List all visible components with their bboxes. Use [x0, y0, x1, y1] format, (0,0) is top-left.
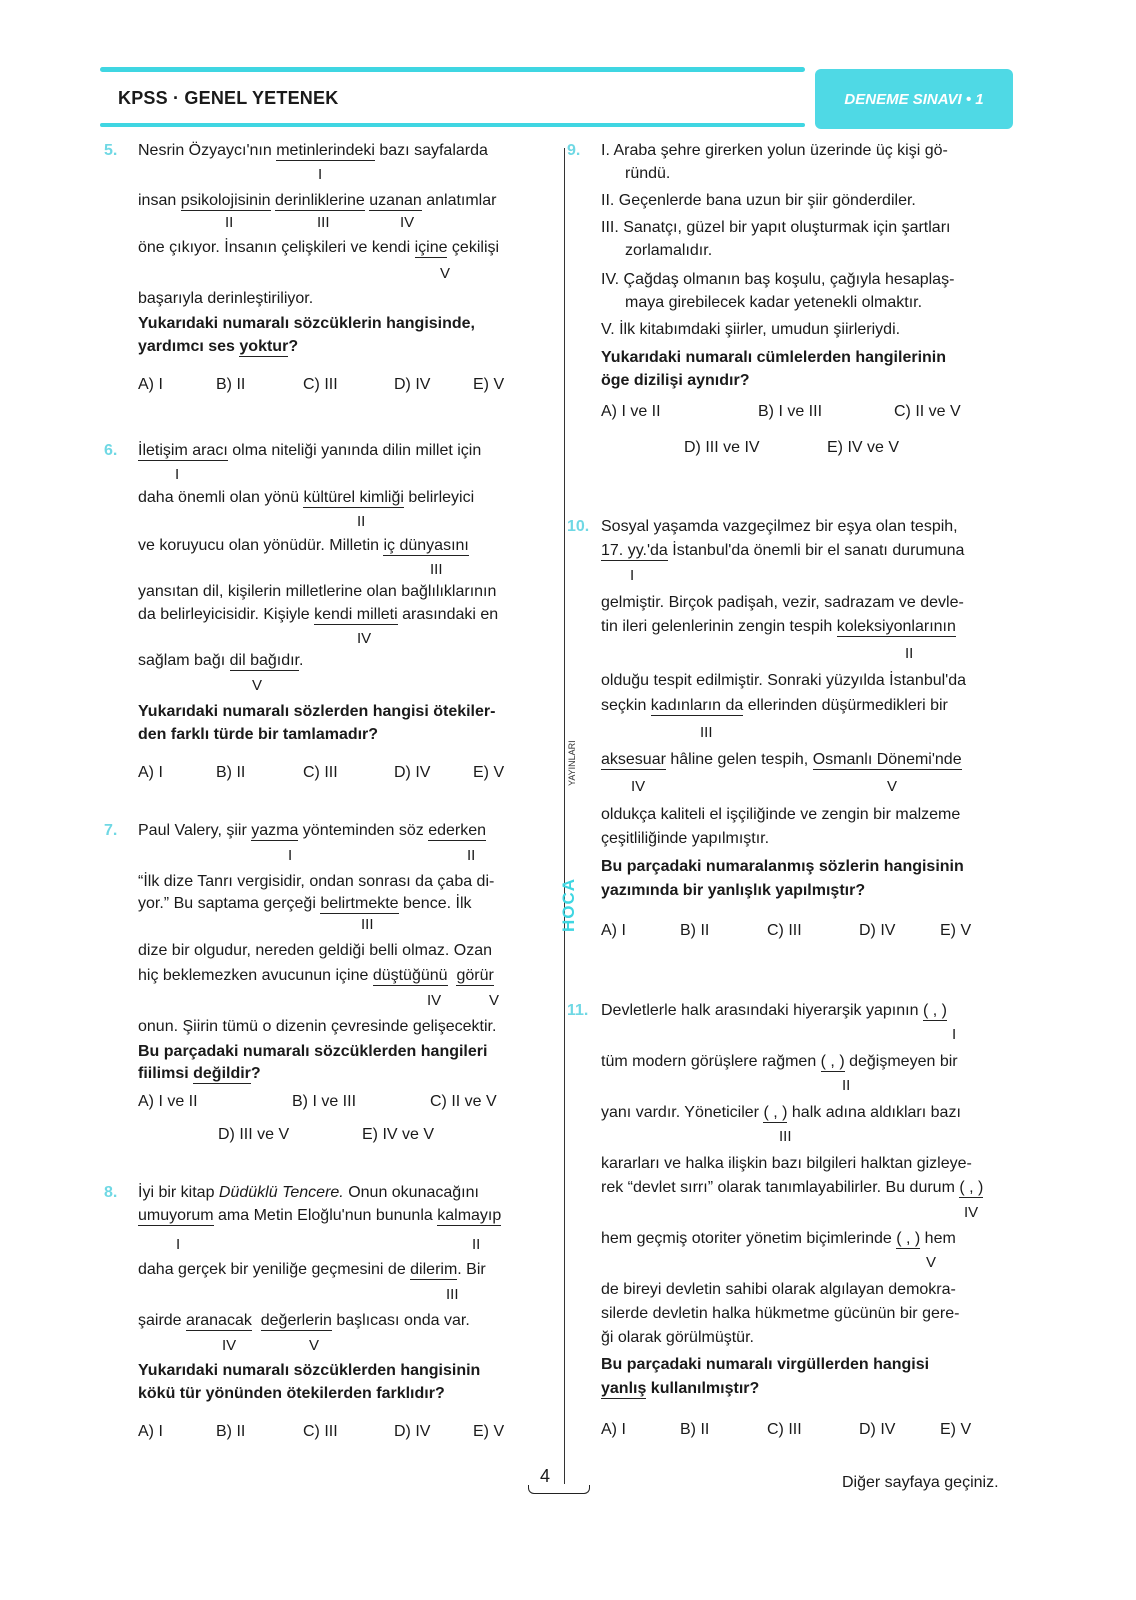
q11-line3: yanı vardır. Yöneticiler ( , ) halk adına aldıkları bazı — [601, 1104, 961, 1121]
q11-line4: kararları ve halka ilişkin bazı bilgileri halktan gizleye- — [601, 1155, 972, 1172]
next-page-note: Diğer sayfaya geçiniz. — [842, 1474, 999, 1491]
option-a[interactable]: A) I — [138, 764, 163, 781]
q10-line9: çeşitliliğinde yapılmıştır. — [601, 830, 770, 847]
option-c[interactable]: C) III — [303, 764, 338, 781]
q7-line6: onun. Şiirin tümü o dizenin çevresinde gelişecektir. — [138, 1018, 497, 1035]
q9-sentence-5: V. İlk kitabımdaki şiirler, umudun şiirleriydi. — [601, 321, 901, 338]
q8-line4: şairde aranacak değerlerin başlıcası onda var. — [138, 1312, 470, 1329]
option-d[interactable]: D) IV — [859, 1421, 896, 1438]
question-number: 6. — [104, 442, 118, 459]
q7-ask: Bu parçadaki numaralı sözcüklerden hangileri — [138, 1043, 488, 1060]
option-e[interactable]: E) IV ve V — [827, 439, 900, 456]
q9-sentence-1: I. Araba şehre girerken yolun üzerinde üç kişi gö- — [601, 142, 948, 159]
roman-label: III — [317, 214, 330, 231]
option-c[interactable]: C) III — [767, 922, 802, 939]
option-e[interactable]: E) V — [473, 376, 505, 393]
brand-sub: YAYINLARI — [567, 740, 577, 786]
option-c[interactable]: C) II ve V — [894, 403, 961, 420]
q11-ask: Bu parçadaki numaralı virgüllerden hangisi — [601, 1356, 930, 1373]
page-number-bracket — [528, 1485, 590, 1494]
option-b[interactable]: B) II — [216, 764, 246, 781]
q8-ask2: kökü tür yönünden ötekilerden farklıdır? — [138, 1385, 445, 1402]
q11-line6: hem geçmiş otoriter yönetim biçimlerinde ( , ) hem — [601, 1230, 956, 1247]
option-a[interactable]: A) I ve II — [601, 403, 661, 420]
q7-ask2: fiilimsi değildir? — [138, 1065, 261, 1082]
roman-label: II — [472, 1236, 481, 1253]
roman-label: IV — [964, 1204, 979, 1221]
roman-label: III — [446, 1286, 459, 1303]
q10-line2: 17. yy.'da İstanbul'da önemli bir el sanatı durumuna — [601, 542, 965, 559]
option-c[interactable]: C) III — [303, 376, 338, 393]
question-number: 9. — [567, 142, 581, 159]
roman-label: III — [361, 916, 374, 933]
option-a[interactable]: A) I — [601, 922, 626, 939]
option-e[interactable]: E) V — [473, 764, 505, 781]
q6-ask: Yukarıdaki numaralı sözlerden hangisi ötekiler- — [138, 703, 496, 720]
option-a[interactable]: A) I — [138, 376, 163, 393]
q5-ask2: yardımcı ses yoktur? — [138, 338, 299, 355]
q9-ask2: öge dizilişi aynıdır? — [601, 372, 750, 389]
q6-ask2: den farklı türde bir tamlamadır? — [138, 726, 379, 743]
q10-line7: aksesuar hâline gelen tespih, Osmanlı Dönemi'nde — [601, 751, 962, 768]
q6-line4: yansıtan dil, kişilerin milletlerine olan bağlılıklarının — [138, 583, 497, 600]
roman-label: III — [430, 561, 443, 578]
q9-sentence-3b: zorlamalıdır. — [625, 242, 713, 259]
q11-line1: Devletlerle halk arasındaki hiyerarşik yapının ( , ) — [601, 1002, 947, 1019]
roman-label: I — [175, 466, 180, 483]
option-b[interactable]: B) II — [680, 1421, 710, 1438]
q11-ask2: yanlış kullanılmıştır? — [601, 1380, 760, 1397]
option-a[interactable]: A) I — [138, 1423, 163, 1440]
option-b[interactable]: B) II — [216, 376, 246, 393]
roman-label: II — [842, 1077, 851, 1094]
question-number: 8. — [104, 1184, 118, 1201]
roman-label: I — [318, 166, 323, 183]
q6-line6: sağlam bağı dil bağıdır. — [138, 652, 304, 669]
q10-ask2: yazımında bir yanlışlık yapılmıştır? — [601, 882, 866, 899]
q6-line1: İletişim aracı olma niteliği yanında dilin millet için — [138, 442, 482, 459]
roman-label: V — [887, 778, 898, 795]
q10-ask: Bu parçadaki numaralanmış sözlerin hangisinin — [601, 858, 964, 875]
option-e[interactable]: E) V — [940, 922, 972, 939]
roman-label: IV — [631, 778, 646, 795]
q6-line3: ve koruyucu olan yönüdür. Milletin iç dünyasını — [138, 537, 469, 554]
option-b[interactable]: B) II — [680, 922, 710, 939]
roman-label: IV — [222, 1337, 237, 1354]
roman-label: V — [489, 992, 500, 1009]
q5-ask: Yukarıdaki numaralı sözcüklerin hangisinde, — [138, 315, 475, 332]
roman-label: II — [905, 645, 914, 662]
exam-badge: DENEME SINAVI • 1 — [815, 69, 1013, 129]
roman-label: I — [630, 567, 635, 584]
q7-line3: yor.” Bu saptama gerçeği belirtmekte bence. İlk — [138, 895, 472, 912]
q10-line8: oldukça kaliteli el işçiliğinde ve zengin bir malzeme — [601, 806, 961, 823]
question-number: 7. — [104, 822, 118, 839]
q8-line2: umuyorum ama Metin Eloğlu'nun bununla kalmayıp — [138, 1207, 502, 1224]
option-c[interactable]: C) III — [303, 1423, 338, 1440]
q9-sentence-3: III. Sanatçı, güzel bir yapıt oluşturmak için şartları — [601, 219, 951, 236]
roman-label: I — [176, 1236, 181, 1253]
roman-label: V — [309, 1337, 320, 1354]
roman-label: IV — [357, 630, 372, 647]
q9-sentence-4b: maya girebilecek kadar yetenekli olmaktır. — [625, 294, 923, 311]
q6-line2: daha önemli olan yönü kültürel kimliği belirleyici — [138, 489, 475, 506]
roman-label: IV — [427, 992, 442, 1009]
option-e[interactable]: E) V — [473, 1423, 505, 1440]
option-d[interactable]: D) III ve IV — [684, 439, 760, 456]
roman-label: II — [225, 214, 234, 231]
q9-ask: Yukarıdaki numaralı cümlelerden hangilerinin — [601, 349, 946, 366]
q11-line8: silerde devletin halka hükmetme gücünün bir gere- — [601, 1305, 960, 1322]
q10-line3: gelmiştir. Birçok padişah, vezir, sadrazam ve devle- — [601, 594, 964, 611]
header-bottom-line — [100, 123, 805, 127]
q8-line1: İyi bir kitap Düdüklü Tencere. Onun okunacağını — [138, 1184, 479, 1201]
q9-sentence-2: II. Geçenlerde bana uzun bir şiir gönderdiler. — [601, 192, 916, 209]
roman-label: V — [252, 677, 263, 694]
option-b[interactable]: B) I ve III — [292, 1093, 357, 1110]
roman-label: III — [700, 724, 713, 741]
roman-label: I — [952, 1026, 957, 1043]
q10-line5: olduğu tespit edilmiştir. Sonraki yüzyılda İstanbul'da — [601, 672, 967, 689]
q10-line6: seçkin kadınların da ellerinden düşürmedikleri bir — [601, 697, 948, 714]
option-c[interactable]: C) III — [767, 1421, 802, 1438]
q11-line9: ği olarak görülmüştür. — [601, 1329, 754, 1346]
q6-line5: da belirleyicisidir. Kişiyle kendi milleti arasındaki en — [138, 606, 499, 623]
roman-label: V — [926, 1254, 937, 1271]
q8-ask: Yukarıdaki numaralı sözcüklerden hangisinin — [138, 1362, 481, 1379]
roman-label: III — [779, 1128, 792, 1145]
q11-line2: tüm modern görüşlere rağmen ( , ) değişmeyen bir — [601, 1053, 958, 1070]
option-a[interactable]: A) I ve II — [138, 1093, 198, 1110]
option-b[interactable]: B) I ve III — [758, 403, 823, 420]
roman-label: IV — [400, 214, 415, 231]
page-number: 4 — [540, 1466, 551, 1486]
option-d[interactable]: D) IV — [859, 922, 896, 939]
q7-line5: hiç beklemezken avucunun içine düştüğünü görür — [138, 967, 494, 984]
option-e[interactable]: E) V — [940, 1421, 972, 1438]
q10-line4: tin ileri gelenlerinin zengin tespih koleksiyonlarının — [601, 618, 956, 635]
option-a[interactable]: A) I — [601, 1421, 626, 1438]
q11-line7: de bireyi devletin sahibi olarak algılayan demokra- — [601, 1281, 956, 1298]
q7-line2: “İlk dize Tanrı vergisidir, ondan sonrası da çaba di- — [138, 873, 495, 890]
roman-label: II — [357, 513, 366, 530]
q7-line4: dize bir olgudur, nereden geldiği belli olmaz. Ozan — [138, 942, 492, 959]
option-d[interactable]: D) IV — [394, 376, 431, 393]
q9-sentence-1b: ründü. — [625, 165, 671, 182]
question-number: 5. — [104, 142, 118, 159]
q5-line2: insan psikolojisinin derinliklerine uzanan anlatımlar — [138, 192, 497, 209]
brand-logo: HOCA — [559, 877, 578, 932]
q10-line1: Sosyal yaşamda vazgeçilmez bir eşya olan tespih, — [601, 518, 958, 535]
option-b[interactable]: B) II — [216, 1423, 246, 1440]
question-number: 11. — [567, 1002, 589, 1019]
q5-line1: Nesrin Özyaycı'nın metinlerindeki bazı sayfalarda — [138, 142, 488, 159]
q9-sentence-4: IV. Çağdaş olmanın baş koşulu, çağıyla hesaplaş- — [601, 271, 955, 288]
header-top-line — [100, 67, 805, 72]
option-c[interactable]: C) II ve V — [430, 1093, 497, 1110]
roman-label: II — [467, 847, 476, 864]
option-d[interactable]: D) IV — [394, 1423, 431, 1440]
option-d[interactable]: D) IV — [394, 764, 431, 781]
roman-label: I — [288, 847, 293, 864]
question-number: 10. — [567, 518, 590, 535]
q5-line4: başarıyla derinleştiriliyor. — [138, 290, 314, 307]
q5-line3: öne çıkıyor. İnsanın çelişkileri ve kendi içine çekilişi — [138, 239, 500, 256]
roman-label: V — [440, 265, 451, 282]
q7-line1: Paul Valery, şiir yazma yönteminden söz ederken — [138, 822, 487, 839]
q11-line5: rek “devlet sırrı” olarak tanımlayabilirler. Bu durum ( , ) — [601, 1179, 984, 1196]
side-brand — [533, 700, 593, 940]
option-e[interactable]: E) IV ve V — [362, 1126, 435, 1143]
header-title: KPSS · GENEL YETENEK — [118, 88, 339, 108]
option-d[interactable]: D) III ve V — [218, 1126, 290, 1143]
q8-line3: daha gerçek bir yeniliğe geçmesini de dilerim. Bir — [138, 1261, 486, 1278]
